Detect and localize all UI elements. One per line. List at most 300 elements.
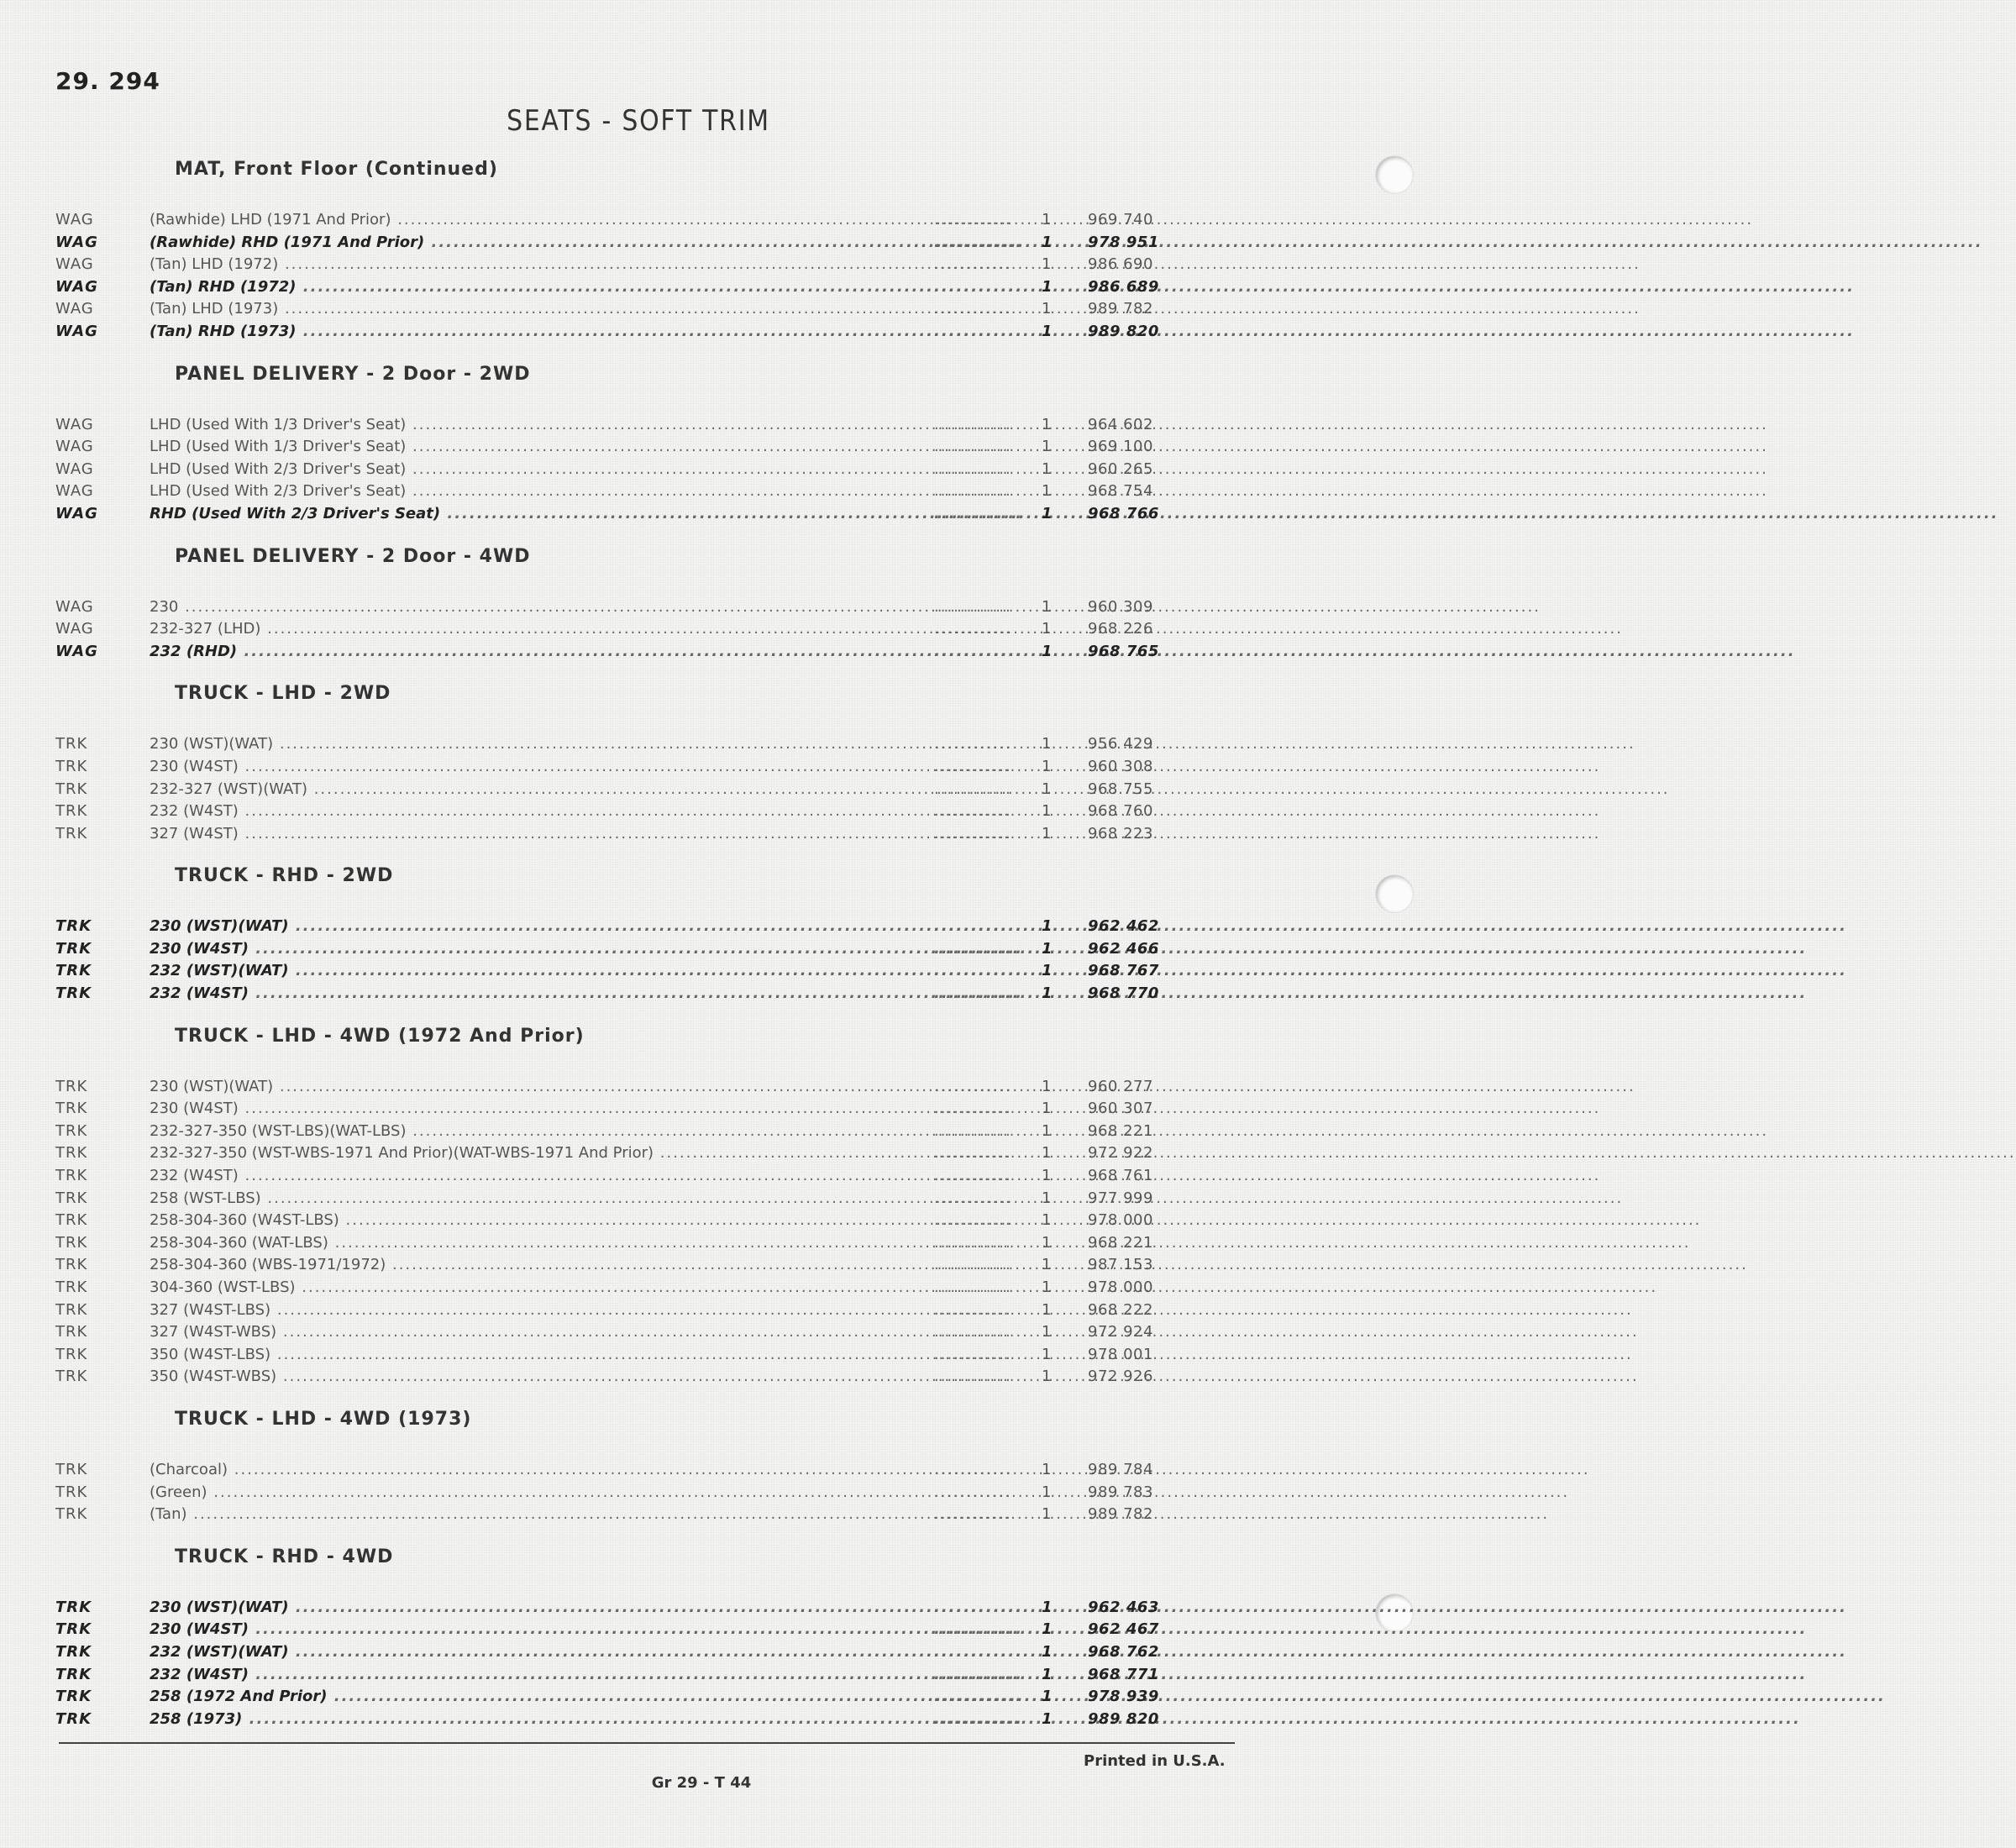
quantity: 1 <box>1042 1483 1052 1501</box>
parts-row <box>0 1641 1428 1664</box>
part-description: (Tan) LHD (1973) ..... <box>150 298 901 321</box>
parts-row <box>0 1366 1428 1389</box>
quantity: 1 <box>1042 1709 1053 1728</box>
quantity: 1 <box>1042 1077 1052 1095</box>
parts-row <box>0 1619 1428 1641</box>
section-heading: MAT, Front Floor (Continued) <box>175 159 498 180</box>
quantity: 1 <box>1042 802 1052 821</box>
leader-dots: ............ <box>934 1709 1024 1728</box>
quantity: 1 <box>1042 1620 1053 1639</box>
model-code: TRK <box>55 1121 88 1140</box>
part-number: 962 467 <box>1088 1620 1159 1639</box>
parts-row <box>0 1098 1428 1121</box>
parts-row <box>0 596 1428 619</box>
model-code: TRK <box>55 824 88 843</box>
parts-row <box>0 1664 1428 1687</box>
parts-row <box>0 232 1428 255</box>
parts-row <box>0 1482 1428 1504</box>
footer-rule <box>59 1742 1235 1744</box>
part-description: 327 (W4ST-LBS) ..... <box>150 1299 901 1322</box>
quantity: 1 <box>1042 1189 1052 1207</box>
leader-dots: ............ <box>934 300 1012 318</box>
leader-dots: ............ <box>934 1300 1012 1319</box>
part-description: 350 (W4ST-LBS) ..... <box>150 1344 901 1367</box>
model-code: TRK <box>55 1256 88 1274</box>
part-number: 989 784 <box>1088 1460 1153 1478</box>
part-number: 987 153 <box>1088 1256 1153 1274</box>
part-description: 327 (W4ST-WBS) ..... <box>150 1321 901 1344</box>
model-code: TRK <box>55 1189 88 1207</box>
parts-row <box>0 1321 1428 1344</box>
part-description: 327 (W4ST) ..... <box>150 823 901 846</box>
parts-row <box>0 414 1428 437</box>
quantity: 1 <box>1042 642 1053 660</box>
part-description: (Rawhide) RHD (1971 And Prior) ..... <box>150 232 901 255</box>
model-code: TRK <box>55 1620 92 1639</box>
section-gap <box>0 526 1428 543</box>
model-code: WAG <box>55 415 94 433</box>
part-description: RHD (Used With 2/3 Driver's Seat) ..... <box>150 503 901 526</box>
model-code: TRK <box>55 1278 88 1296</box>
quantity: 1 <box>1042 415 1052 433</box>
part-description: 350 (W4ST-WBS) ..... <box>150 1366 901 1389</box>
part-number: 977 999 <box>1088 1189 1153 1207</box>
parts-row <box>0 1188 1428 1210</box>
leader-dots: ............ <box>934 1189 1012 1207</box>
leader-dots: ............ <box>934 1233 1012 1252</box>
quantity: 1 <box>1042 1278 1052 1296</box>
parts-row <box>0 276 1428 299</box>
leader-dots: ............ <box>934 757 1012 775</box>
part-number: 989 783 <box>1088 1483 1153 1501</box>
part-description: 232-327-350 (WST-WBS-1971 And Prior)(WAT-WBS-1971 And Prior) ..... <box>150 1142 901 1165</box>
part-number: 968 222 <box>1088 1300 1153 1319</box>
quantity: 1 <box>1042 1256 1052 1274</box>
parts-row <box>0 1459 1428 1482</box>
quantity: 1 <box>1042 1460 1052 1478</box>
parts-row <box>0 960 1428 983</box>
quantity: 1 <box>1042 1300 1052 1319</box>
part-number: 968 771 <box>1088 1665 1159 1683</box>
section-rows <box>0 578 1428 664</box>
leader-dots: ............ <box>934 277 1024 296</box>
quantity: 1 <box>1042 1505 1052 1524</box>
leader-dots: ............ <box>934 1505 1012 1524</box>
model-code: WAG <box>55 504 98 522</box>
model-code: WAG <box>55 322 98 340</box>
part-description: (Rawhide) LHD (1971 And Prior) ..... <box>150 209 901 232</box>
leader-dots: ............ <box>934 1598 1024 1616</box>
quantity: 1 <box>1042 459 1052 478</box>
part-description: 230 (W4ST) ..... <box>150 1098 901 1121</box>
part-number: 989 782 <box>1088 1505 1153 1524</box>
quantity: 1 <box>1042 1144 1052 1163</box>
section-heading: TRUCK - LHD - 2WD <box>175 683 391 705</box>
leader-dots: ............ <box>934 233 1024 251</box>
quantity: 1 <box>1042 1167 1052 1185</box>
quantity: 1 <box>1042 757 1052 775</box>
leader-dots: ............ <box>934 1368 1012 1386</box>
part-description: 232-327 (LHD) ..... <box>150 618 901 641</box>
section-gap <box>0 845 1428 862</box>
model-code: TRK <box>55 917 92 936</box>
part-description: 258-304-360 (WAT-LBS) ..... <box>150 1232 901 1255</box>
quantity: 1 <box>1042 962 1053 980</box>
part-description: (Tan) ..... <box>150 1504 901 1526</box>
parts-row <box>0 916 1428 938</box>
quantity: 1 <box>1042 1345 1052 1363</box>
parts-row <box>0 1299 1428 1322</box>
parts-row <box>0 254 1428 276</box>
parts-row <box>0 1121 1428 1143</box>
part-number: 978 951 <box>1088 233 1159 251</box>
part-description: (Green) ..... <box>150 1482 901 1504</box>
leader-dots: ............ <box>934 780 1012 798</box>
parts-row <box>0 733 1428 756</box>
quantity: 1 <box>1042 1233 1052 1252</box>
section-gap <box>0 663 1428 680</box>
part-description: (Charcoal) ..... <box>150 1459 901 1482</box>
model-code: TRK <box>55 984 92 1003</box>
page-title: SEATS - SOFT TRIM <box>507 104 770 138</box>
leader-dots: ............ <box>934 504 1024 522</box>
model-code: TRK <box>55 1665 92 1683</box>
leader-dots: ............ <box>934 415 1012 433</box>
model-code: TRK <box>55 1233 88 1252</box>
model-code: TRK <box>55 1323 88 1341</box>
part-number: 960 265 <box>1088 459 1153 478</box>
quantity: 1 <box>1042 322 1053 340</box>
parts-row <box>0 938 1428 961</box>
section-rows <box>0 1058 1428 1389</box>
parts-row <box>0 1504 1428 1526</box>
part-number: 989 820 <box>1088 322 1159 340</box>
quantity: 1 <box>1042 780 1052 798</box>
model-code: WAG <box>55 300 94 318</box>
part-number: 972 922 <box>1088 1144 1153 1163</box>
part-number: 968 765 <box>1088 642 1159 660</box>
part-number: 972 924 <box>1088 1323 1153 1341</box>
leader-dots: ............ <box>934 735 1012 753</box>
model-code: TRK <box>55 1345 88 1363</box>
leader-dots: ............ <box>934 802 1012 821</box>
part-number: 972 926 <box>1088 1368 1153 1386</box>
quantity: 1 <box>1042 1100 1052 1118</box>
leader-dots: ............ <box>934 322 1024 340</box>
part-number: 986 689 <box>1088 277 1159 296</box>
section-gap <box>0 1389 1428 1405</box>
section-rows <box>0 396 1428 526</box>
quantity: 1 <box>1042 735 1052 753</box>
model-code: TRK <box>55 1211 88 1230</box>
model-code: TRK <box>55 1688 92 1706</box>
parts-row <box>0 1232 1428 1255</box>
model-code: TRK <box>55 1100 88 1118</box>
part-description: (Tan) LHD (1972) ..... <box>150 254 901 276</box>
section-gap <box>0 1526 1428 1543</box>
part-description: 230 (WST)(WAT) ..... <box>150 1076 901 1099</box>
part-number: 989 782 <box>1088 300 1153 318</box>
quantity: 1 <box>1042 917 1053 936</box>
part-number: 968 221 <box>1088 1233 1153 1252</box>
parts-row <box>0 1709 1428 1731</box>
section-heading: PANEL DELIVERY - 2 Door - 4WD <box>175 545 531 567</box>
quantity: 1 <box>1042 233 1053 251</box>
parts-row <box>0 756 1428 779</box>
part-description: 230 (W4ST) ..... <box>150 1619 901 1641</box>
parts-row <box>0 480 1428 503</box>
part-description: (Tan) RHD (1972) ..... <box>150 276 901 299</box>
part-number: 960 309 <box>1088 597 1153 616</box>
part-description: (Tan) RHD (1973) ..... <box>150 321 901 344</box>
part-description: 232 (W4ST) ..... <box>150 1165 901 1188</box>
model-code: TRK <box>55 1144 88 1163</box>
part-description: 232 (W4ST) ..... <box>150 1664 901 1687</box>
part-description: 232 (RHD) ..... <box>150 641 901 664</box>
part-description: 258 (WST-LBS) ..... <box>150 1188 901 1210</box>
page-number: 29. 294 <box>55 67 160 95</box>
quantity: 1 <box>1042 620 1052 638</box>
model-code: TRK <box>55 962 92 980</box>
quantity: 1 <box>1042 597 1052 616</box>
model-code: WAG <box>55 211 94 228</box>
part-number: 968 226 <box>1088 620 1153 638</box>
part-number: 968 762 <box>1088 1642 1159 1661</box>
model-code: TRK <box>55 1368 88 1386</box>
parts-row <box>0 503 1428 526</box>
parts-row <box>0 983 1428 1005</box>
model-code: WAG <box>55 620 94 638</box>
parts-row <box>0 1076 1428 1099</box>
model-code: TRK <box>55 1167 88 1185</box>
part-number: 978 000 <box>1088 1211 1153 1230</box>
parts-row <box>0 459 1428 481</box>
footer-code: Gr 29 - T 44 <box>651 1774 752 1792</box>
leader-dots: ............ <box>934 824 1012 843</box>
part-number: 978 939 <box>1088 1688 1159 1706</box>
leader-dots: ............ <box>934 211 1012 228</box>
part-description: 232 (WST)(WAT) ..... <box>150 1641 901 1664</box>
section-rows <box>0 897 1428 1005</box>
part-description: 258-304-360 (W4ST-LBS) ..... <box>150 1210 901 1232</box>
leader-dots: ............ <box>934 1100 1012 1118</box>
quantity: 1 <box>1042 1211 1052 1230</box>
part-description: 230 (W4ST) ..... <box>150 756 901 779</box>
model-code: WAG <box>55 233 98 251</box>
parts-row <box>0 618 1428 641</box>
quantity: 1 <box>1042 1598 1053 1616</box>
model-code: WAG <box>55 438 94 456</box>
model-code: WAG <box>55 597 94 616</box>
part-number: 968 223 <box>1088 824 1153 843</box>
model-code: TRK <box>55 1709 92 1728</box>
part-number: 978 000 <box>1088 1278 1153 1296</box>
part-number: 962 462 <box>1088 917 1159 936</box>
part-number: 968 754 <box>1088 482 1153 501</box>
leader-dots: ............ <box>934 917 1024 936</box>
parts-row <box>0 436 1428 459</box>
leader-dots: ............ <box>934 1077 1012 1095</box>
section-rows <box>0 1441 1428 1526</box>
model-code: WAG <box>55 459 94 478</box>
leader-dots: ............ <box>934 1211 1012 1230</box>
leader-dots: ............ <box>934 1665 1024 1683</box>
model-code: TRK <box>55 1077 88 1095</box>
parts-row <box>0 298 1428 321</box>
part-description: 258-304-360 (WBS-1971/1972) ..... <box>150 1254 901 1277</box>
part-number: 968 755 <box>1088 780 1153 798</box>
leader-dots: ............ <box>934 962 1024 980</box>
part-description: 304-360 (WST-LBS) ..... <box>150 1277 901 1299</box>
leader-dots: ............ <box>934 1121 1012 1140</box>
model-code: TRK <box>55 1505 88 1524</box>
model-code: TRK <box>55 780 88 798</box>
quantity: 1 <box>1042 939 1053 958</box>
parts-row <box>0 1165 1428 1188</box>
part-number: 989 820 <box>1088 1709 1159 1728</box>
quantity: 1 <box>1042 211 1052 228</box>
parts-row <box>0 641 1428 664</box>
part-description: 232 (WST)(WAT) ..... <box>150 960 901 983</box>
model-code: TRK <box>55 802 88 821</box>
part-description: 230 (W4ST) ..... <box>150 938 901 961</box>
part-number: 978 001 <box>1088 1345 1153 1363</box>
section-heading: TRUCK - LHD - 4WD (1973) <box>175 1408 472 1430</box>
leader-dots: ............ <box>934 459 1012 478</box>
parts-row <box>0 1277 1428 1299</box>
section-heading: TRUCK - RHD - 2WD <box>175 865 394 887</box>
part-number: 956 429 <box>1088 735 1153 753</box>
parts-row <box>0 779 1428 801</box>
leader-dots: ............ <box>934 1460 1012 1478</box>
model-code: TRK <box>55 1300 88 1319</box>
part-number: 962 463 <box>1088 1598 1159 1616</box>
quantity: 1 <box>1042 984 1053 1003</box>
part-number: 986 690 <box>1088 255 1153 274</box>
quantity: 1 <box>1042 1368 1052 1386</box>
part-number: 969 740 <box>1088 211 1153 228</box>
quantity: 1 <box>1042 255 1052 274</box>
leader-dots: ............ <box>934 1483 1012 1501</box>
quantity: 1 <box>1042 1121 1052 1140</box>
quantity: 1 <box>1042 1665 1053 1683</box>
leader-dots: ............ <box>934 984 1024 1003</box>
part-description: 258 (1972 And Prior) ..... <box>150 1686 901 1709</box>
model-code: TRK <box>55 1460 88 1478</box>
leader-dots: ............ <box>934 1620 1024 1639</box>
leader-dots: ............ <box>934 642 1024 660</box>
leader-dots: ............ <box>934 1278 1012 1296</box>
quantity: 1 <box>1042 482 1052 501</box>
parts-list <box>0 155 1428 1730</box>
model-code: TRK <box>55 1483 88 1501</box>
part-description: LHD (Used With 2/3 Driver's Seat) ..... <box>150 480 901 503</box>
quantity: 1 <box>1042 824 1052 843</box>
part-description: 232-327-350 (WST-LBS)(WAT-LBS) ..... <box>150 1121 901 1143</box>
parts-row <box>0 1210 1428 1232</box>
quantity: 1 <box>1042 438 1052 456</box>
part-number: 964 602 <box>1088 415 1153 433</box>
part-description: 232 (W4ST) ..... <box>150 983 901 1005</box>
part-description: LHD (Used With 1/3 Driver's Seat) ..... <box>150 414 901 437</box>
model-code: WAG <box>55 255 94 274</box>
part-description: 230 ..... <box>150 596 901 619</box>
model-code: WAG <box>55 642 98 660</box>
leader-dots: ............ <box>934 438 1012 456</box>
quantity: 1 <box>1042 1642 1053 1661</box>
part-number: 960 308 <box>1088 757 1153 775</box>
parts-row <box>0 1344 1428 1367</box>
model-code: WAG <box>55 482 94 501</box>
leader-dots: ............ <box>934 1323 1012 1341</box>
leader-dots: ............ <box>934 482 1012 501</box>
parts-row <box>0 1597 1428 1620</box>
part-description: 230 (WST)(WAT) ..... <box>150 916 901 938</box>
part-number: 969 100 <box>1088 438 1153 456</box>
part-description: LHD (Used With 1/3 Driver's Seat) ..... <box>150 436 901 459</box>
section-heading: TRUCK - RHD - 4WD <box>175 1546 394 1567</box>
section-rows <box>0 191 1428 344</box>
leader-dots: ............ <box>934 620 1012 638</box>
part-number: 962 466 <box>1088 939 1159 958</box>
part-number: 968 761 <box>1088 1167 1153 1185</box>
part-description: 230 (WST)(WAT) ..... <box>150 1597 901 1620</box>
parts-row <box>0 801 1428 823</box>
part-description: 258 (1973) ..... <box>150 1709 901 1731</box>
quantity: 1 <box>1042 504 1053 522</box>
section-heading: TRUCK - LHD - 4WD (1972 And Prior) <box>175 1025 585 1047</box>
quantity: 1 <box>1042 300 1052 318</box>
part-number: 960 307 <box>1088 1100 1153 1118</box>
part-number: 968 767 <box>1088 962 1159 980</box>
leader-dots: ............ <box>934 1167 1012 1185</box>
parts-row <box>0 1254 1428 1277</box>
leader-dots: ............ <box>934 1144 1012 1163</box>
model-code: TRK <box>55 939 92 958</box>
section-gap <box>0 1005 1428 1022</box>
section-rows <box>0 1578 1428 1731</box>
part-description: 232-327 (WST)(WAT) ..... <box>150 779 901 801</box>
leader-dots: ............ <box>934 1642 1024 1661</box>
part-number: 968 221 <box>1088 1121 1153 1140</box>
parts-row <box>0 321 1428 344</box>
leader-dots: ............ <box>934 1345 1012 1363</box>
part-number: 968 760 <box>1088 802 1153 821</box>
model-code: TRK <box>55 1598 92 1616</box>
model-code: TRK <box>55 757 88 775</box>
quantity: 1 <box>1042 277 1053 296</box>
model-code: TRK <box>55 735 88 753</box>
leader-dots: ............ <box>934 939 1024 958</box>
printed-in-usa: Printed in U.S.A. <box>1084 1752 1226 1770</box>
section-heading: PANEL DELIVERY - 2 Door - 2WD <box>175 363 531 385</box>
part-description: 230 (WST)(WAT) ..... <box>150 733 901 756</box>
leader-dots: ............ <box>934 597 1012 616</box>
part-number: 968 766 <box>1088 504 1159 522</box>
section-gap <box>0 344 1428 360</box>
quantity: 1 <box>1042 1323 1052 1341</box>
part-number: 960 277 <box>1088 1077 1153 1095</box>
section-rows <box>0 715 1428 845</box>
part-number: 968 770 <box>1088 984 1159 1003</box>
leader-dots: ............ <box>934 1256 1012 1274</box>
parts-row <box>0 1142 1428 1165</box>
parts-row <box>0 823 1428 846</box>
quantity: 1 <box>1042 1688 1053 1706</box>
parts-row <box>0 209 1428 232</box>
part-description: LHD (Used With 2/3 Driver's Seat) ..... <box>150 459 901 481</box>
parts-row <box>0 1686 1428 1709</box>
